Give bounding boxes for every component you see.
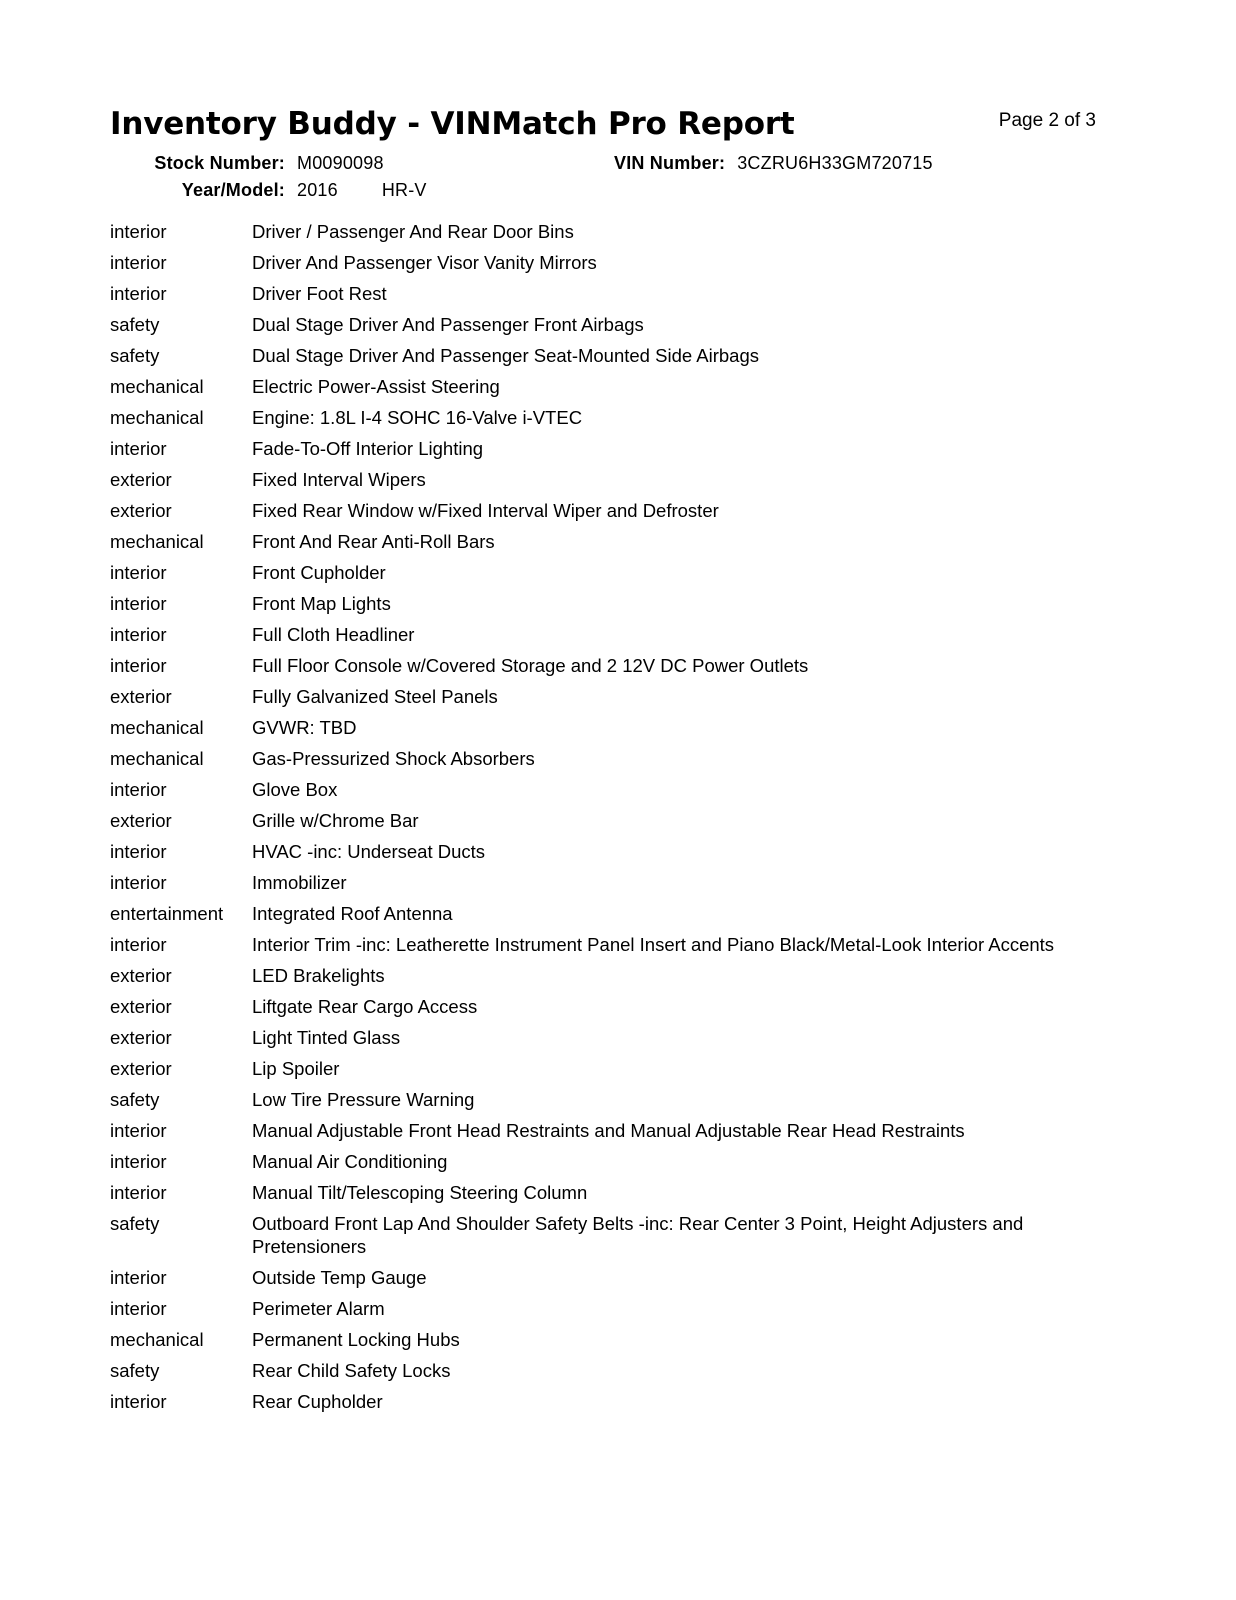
feature-row: [110, 712, 1110, 743]
feature-description: Immobilizer: [252, 872, 347, 893]
feature-category: interior: [110, 872, 167, 893]
feature-row: [110, 1084, 1110, 1115]
feature-category: interior: [110, 562, 167, 583]
feature-row: [110, 1208, 1110, 1262]
vin-number-label: VIN Number:: [614, 153, 726, 173]
feature-row: [110, 557, 1110, 588]
feature-row: [110, 743, 1110, 774]
model-value: HR-V: [381, 180, 427, 200]
feature-row: [110, 774, 1110, 805]
feature-description: Full Floor Console w/Covered Storage and 2 12V DC Power Outlets: [252, 655, 809, 676]
feature-category: exterior: [110, 500, 172, 521]
feature-description: Dual Stage Driver And Passenger Seat-Mounted Side Airbags: [252, 345, 759, 366]
feature-row: [110, 1355, 1110, 1386]
page-number: Page 2 of 3: [998, 110, 1096, 131]
vin-number-value: 3CZRU6H33GM720715: [737, 153, 933, 173]
feature-description: Driver Foot Rest: [252, 283, 387, 304]
feature-category: entertainment: [110, 903, 224, 924]
feature-description: Rear Child Safety Locks: [252, 1360, 451, 1381]
feature-description: Grille w/Chrome Bar: [252, 810, 419, 831]
feature-row: [110, 681, 1110, 712]
feature-row: [110, 278, 1110, 309]
feature-row: [110, 402, 1110, 433]
feature-category: exterior: [110, 469, 172, 490]
feature-row: [110, 309, 1110, 340]
feature-category: safety: [110, 345, 160, 366]
feature-category: interior: [110, 1120, 167, 1141]
feature-category: interior: [110, 1298, 167, 1319]
feature-category: safety: [110, 1089, 160, 1110]
feature-category: interior: [110, 1151, 167, 1172]
feature-category: interior: [110, 779, 167, 800]
feature-category: interior: [110, 624, 167, 645]
feature-description: Glove Box: [252, 779, 338, 800]
feature-description: Perimeter Alarm: [252, 1298, 385, 1319]
feature-description: Front Cupholder: [252, 562, 386, 583]
feature-row: [110, 898, 1110, 929]
feature-description: Full Cloth Headliner: [252, 624, 415, 645]
feature-row: [110, 464, 1110, 495]
feature-description: Outboard Front Lap And Shoulder Safety Belts -inc: Rear Center 3 Point, Height Adjusters and Pretensioners: [252, 1213, 1024, 1257]
feature-row: [110, 1177, 1110, 1208]
feature-category: interior: [110, 934, 167, 955]
feature-category: interior: [110, 438, 167, 459]
feature-category: mechanical: [110, 717, 204, 738]
feature-row: [110, 1022, 1110, 1053]
feature-row: [110, 1146, 1110, 1177]
feature-description: Rear Cupholder: [252, 1391, 383, 1412]
feature-category: mechanical: [110, 531, 204, 552]
feature-description: GVWR: TBD: [252, 717, 357, 738]
feature-category: safety: [110, 314, 160, 335]
feature-description: Light Tinted Glass: [252, 1027, 401, 1048]
feature-row: [110, 836, 1110, 867]
feature-row: [110, 216, 1110, 247]
feature-description: Engine: 1.8L I-4 SOHC 16-Valve i-VTEC: [252, 407, 583, 428]
feature-category: mechanical: [110, 376, 204, 397]
stock-number-row: [110, 153, 384, 174]
feature-category: interior: [110, 252, 167, 273]
feature-row: [110, 867, 1110, 898]
feature-row: [110, 991, 1110, 1022]
feature-row: [110, 1115, 1110, 1146]
feature-category: interior: [110, 1267, 167, 1288]
feature-row: [110, 1293, 1110, 1324]
report-title: Inventory Buddy - VINMatch Pro Report: [110, 106, 795, 142]
feature-description: Lip Spoiler: [252, 1058, 340, 1079]
feature-row: [110, 371, 1110, 402]
feature-category: mechanical: [110, 407, 204, 428]
feature-category: interior: [110, 1182, 167, 1203]
feature-description: Manual Air Conditioning: [252, 1151, 448, 1172]
feature-row: [110, 495, 1110, 526]
feature-category: safety: [110, 1360, 160, 1381]
feature-category: interior: [110, 841, 167, 862]
feature-row: [110, 960, 1110, 991]
feature-description: Integrated Roof Antenna: [252, 903, 453, 924]
feature-category: interior: [110, 593, 167, 614]
feature-row: [110, 588, 1110, 619]
feature-row: [110, 526, 1110, 557]
feature-description: Electric Power-Assist Steering: [252, 376, 500, 397]
stock-number-value: M0090098: [297, 153, 384, 173]
feature-description: Front Map Lights: [252, 593, 391, 614]
feature-description: Manual Tilt/Telescoping Steering Column: [252, 1182, 588, 1203]
feature-category: exterior: [110, 965, 172, 986]
feature-description: Outside Temp Gauge: [252, 1267, 427, 1288]
feature-category: safety: [110, 1213, 160, 1234]
feature-description: Interior Trim -inc: Leatherette Instrument Panel Insert and Piano Black/Metal-Look Interior Accents: [252, 934, 1055, 955]
feature-row: [110, 1324, 1110, 1355]
feature-row: [110, 805, 1110, 836]
feature-description: Liftgate Rear Cargo Access: [252, 996, 478, 1017]
feature-category: interior: [110, 283, 167, 304]
year-value: 2016: [297, 180, 338, 200]
vin-number-row: [614, 153, 933, 174]
feature-category: exterior: [110, 810, 172, 831]
feature-category: exterior: [110, 686, 172, 707]
feature-description: HVAC -inc: Underseat Ducts: [252, 841, 486, 862]
feature-category: mechanical: [110, 748, 204, 769]
feature-row: [110, 1262, 1110, 1293]
feature-description: Permanent Locking Hubs: [252, 1329, 460, 1350]
feature-description: Fixed Interval Wipers: [252, 469, 426, 490]
feature-row: [110, 433, 1110, 464]
feature-description: LED Brakelights: [252, 965, 385, 986]
feature-row: [110, 247, 1110, 278]
feature-row: [110, 619, 1110, 650]
feature-description: Dual Stage Driver And Passenger Front Airbags: [252, 314, 644, 335]
feature-description: Low Tire Pressure Warning: [252, 1089, 475, 1110]
feature-description: Fully Galvanized Steel Panels: [252, 686, 498, 707]
feature-description: Fixed Rear Window w/Fixed Interval Wiper and Defroster: [252, 500, 719, 521]
year-model-row: [110, 180, 427, 201]
feature-category: exterior: [110, 1027, 172, 1048]
feature-category: interior: [110, 221, 167, 242]
feature-category: exterior: [110, 996, 172, 1017]
feature-description: Driver And Passenger Visor Vanity Mirrors: [252, 252, 597, 273]
year-model-label: Year/Model:: [181, 180, 285, 200]
feature-description: Front And Rear Anti-Roll Bars: [252, 531, 495, 552]
feature-list: [110, 216, 1110, 1417]
feature-row: [110, 650, 1110, 681]
feature-category: mechanical: [110, 1329, 204, 1350]
feature-row: [110, 929, 1110, 960]
feature-description: Fade-To-Off Interior Lighting: [252, 438, 484, 459]
feature-row: [110, 1386, 1110, 1417]
feature-category: exterior: [110, 1058, 172, 1079]
stock-number-label: Stock Number:: [154, 153, 285, 173]
feature-category: interior: [110, 655, 167, 676]
feature-row: [110, 1053, 1110, 1084]
feature-description: Manual Adjustable Front Head Restraints and Manual Adjustable Rear Head Restraints: [252, 1120, 965, 1141]
feature-description: Driver / Passenger And Rear Door Bins: [252, 221, 574, 242]
feature-category: interior: [110, 1391, 167, 1412]
feature-description: Gas-Pressurized Shock Absorbers: [252, 748, 535, 769]
feature-row: [110, 340, 1110, 371]
